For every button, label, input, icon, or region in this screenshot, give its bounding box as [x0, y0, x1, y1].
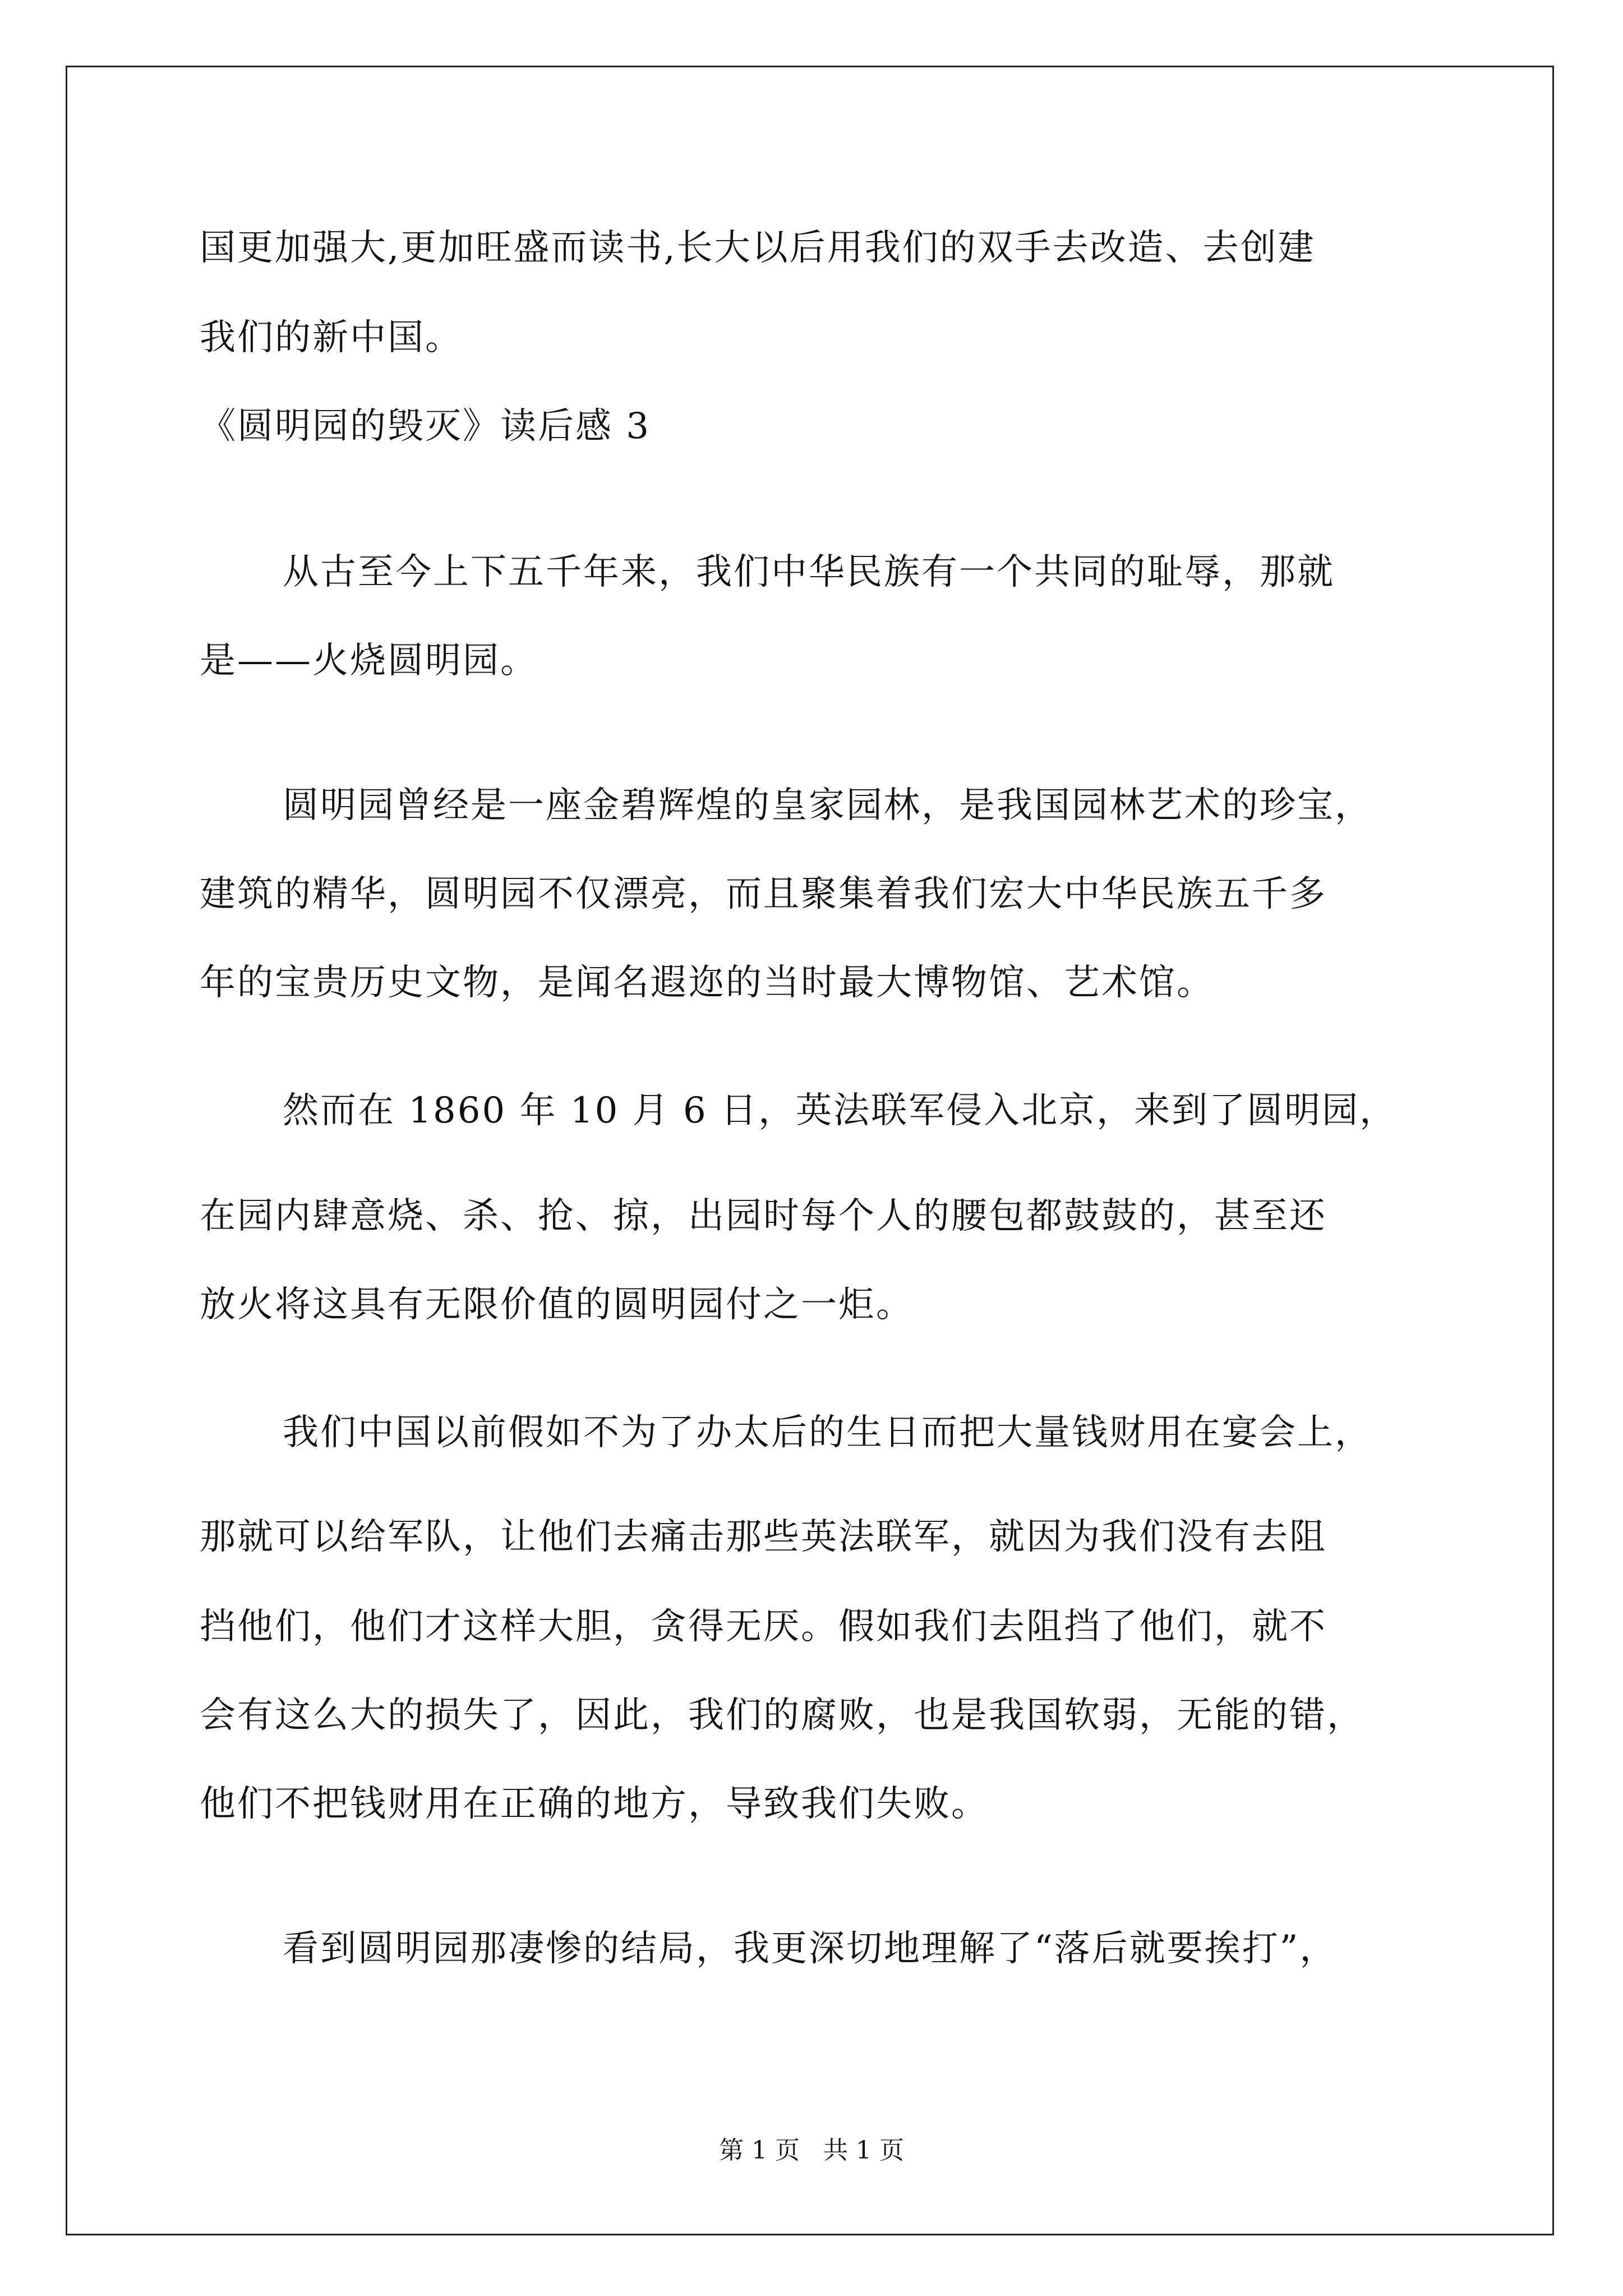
body-line: 看到圆明园那凄惨的结局，我更深切地理解了“落后就要挨打”，	[283, 1928, 1338, 1970]
body-line: 国更加强大,更加旺盛而读书,长大以后用我们的双手去改造、去创建	[200, 227, 1316, 269]
body-line: 圆明园曾经是一座金碧辉煌的皇家园林，是我国园林艺术的珍宝，	[283, 785, 1372, 826]
page-border	[66, 66, 1554, 2235]
body-line: 那就可以给军队，让他们去痛击那些英法联军，就因为我们没有去阻	[200, 1516, 1327, 1558]
body-line: 从古至今上下五千年来，我们中华民族有一个共同的耻辱，那就	[283, 551, 1335, 593]
body-line: 挡他们，他们才这样大胆，贪得无厌。假如我们去阻挡了他们，就不	[200, 1606, 1327, 1648]
body-line: 年的宝贵历史文物，是闻名遐迩的当时最大博物馆、艺术馆。	[200, 962, 1214, 1004]
body-line: 建筑的精华，圆明园不仅漂亮，而且聚集着我们宏大中华民族五千多	[200, 873, 1327, 915]
page-number-footer: 第 1 页 共 1 页	[719, 2136, 904, 2165]
body-line: 会有这么大的损失了，因此，我们的腐败，也是我国软弱，无能的错，	[200, 1695, 1364, 1736]
body-line: 是——火烧圆明园。	[200, 640, 538, 682]
body-line: 然而在 1860 年 10 月 6 日，英法联军侵入北京，来到了圆明园，	[283, 1090, 1398, 1131]
body-line: 我们的新中国。	[200, 317, 463, 358]
body-line: 在园内肆意烧、杀、抢、掠，出园时每个人的腰包都鼓鼓的，甚至还	[200, 1195, 1327, 1237]
section-title: 《圆明园的毁灭》读后感 3	[200, 406, 651, 447]
body-line: 放火将这具有无限价值的圆明园付之一炬。	[200, 1284, 914, 1326]
body-line: 他们不把钱财用在正确的地方，导致我们失败。	[200, 1783, 989, 1825]
body-line: 我们中国以前假如不为了办太后的生日而把大量钱财用在宴会上，	[283, 1412, 1372, 1453]
